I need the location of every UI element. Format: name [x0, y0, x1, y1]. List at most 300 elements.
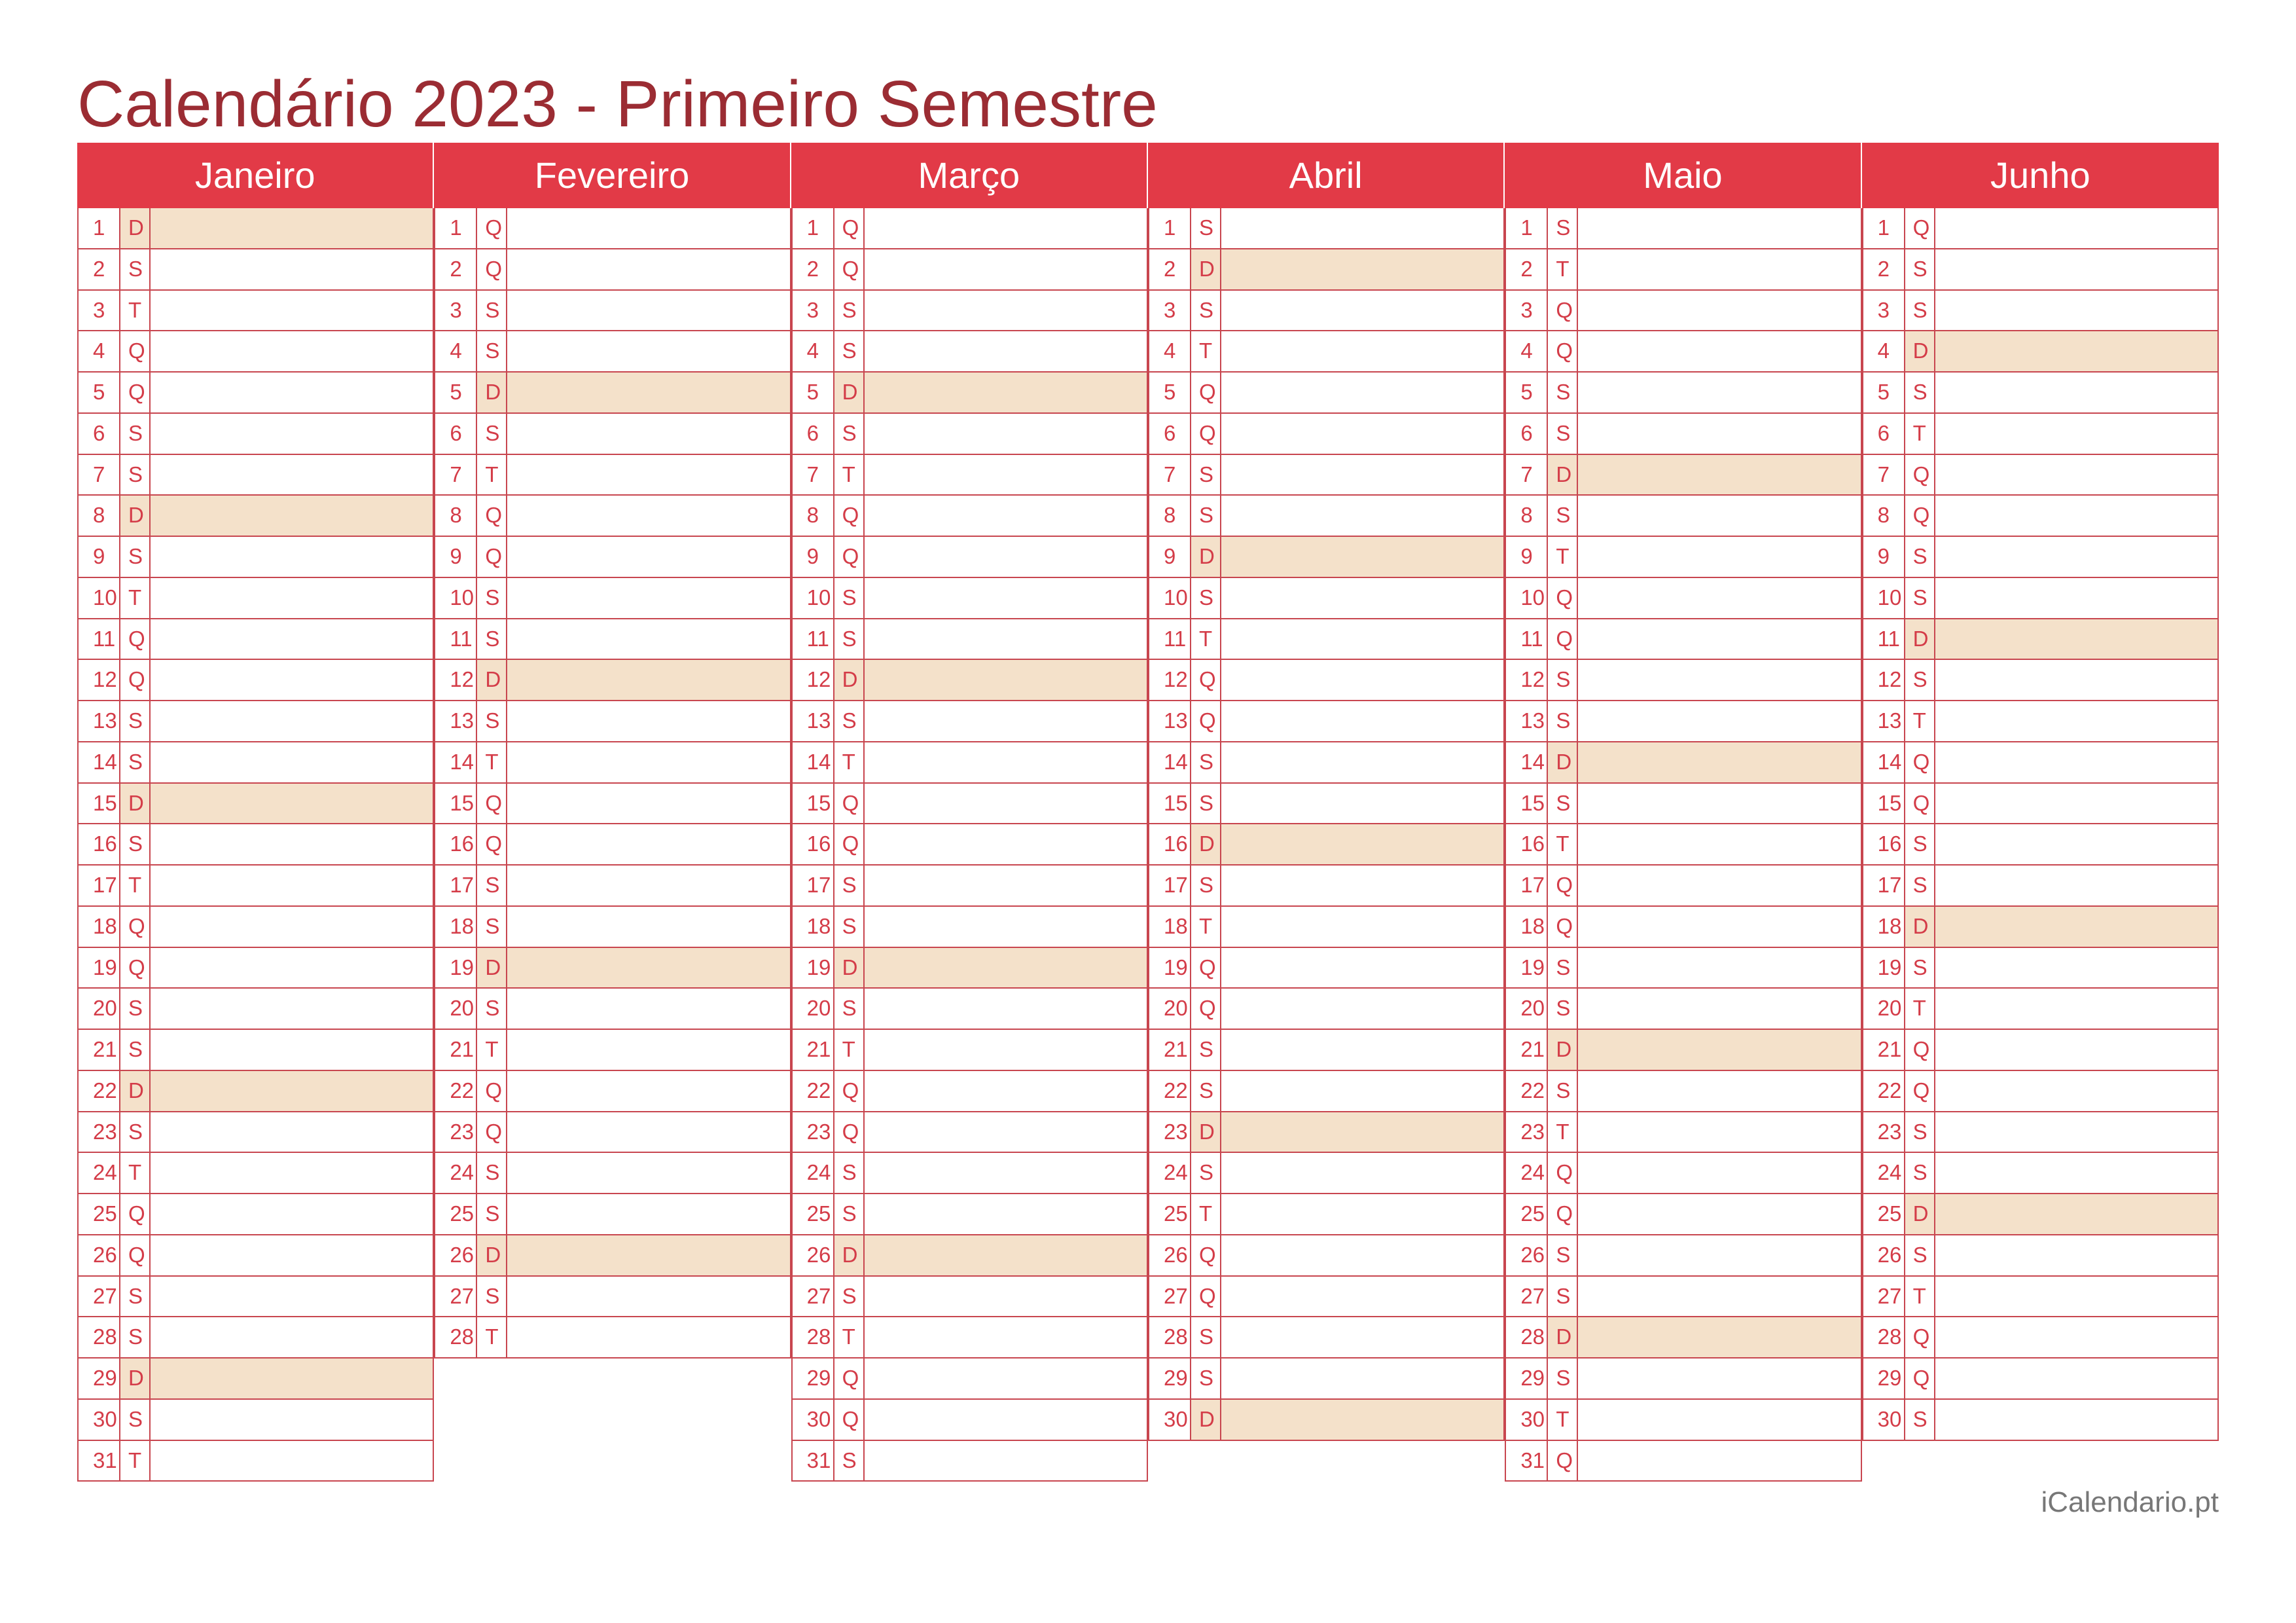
weekday-letter: Q: [120, 619, 151, 659]
note-cell: [1935, 331, 2217, 371]
note-cell: [151, 208, 433, 248]
note-cell: [865, 373, 1147, 412]
weekday-letter: T: [1548, 1112, 1578, 1152]
day-row: [79, 1194, 433, 1235]
day-row: [793, 1317, 1147, 1359]
note-cell: [151, 1153, 433, 1193]
day-row: [79, 373, 433, 414]
day-row: [793, 208, 1147, 249]
note-cell: [507, 1153, 789, 1193]
note-cell: [1578, 619, 1860, 659]
note-cell: [1221, 1277, 1503, 1317]
note-cell: [1935, 1359, 2217, 1398]
day-number: 7: [1149, 455, 1191, 495]
note-cell: [865, 291, 1147, 331]
day-row: [793, 989, 1147, 1030]
weekday-letter: T: [1905, 989, 1935, 1029]
note-cell: [1578, 907, 1860, 947]
day-number: 7: [793, 455, 834, 495]
day-number: 27: [435, 1277, 477, 1317]
weekday-letter: D: [1191, 824, 1221, 864]
weekday-letter: S: [120, 1317, 151, 1357]
day-number: 15: [1506, 784, 1548, 824]
note-cell: [1935, 208, 2217, 248]
month-header: Janeiro: [77, 143, 434, 208]
day-number: 9: [1506, 537, 1548, 577]
note-cell: [1578, 824, 1860, 864]
weekday-letter: Q: [1548, 907, 1578, 947]
weekday-letter: Q: [1548, 578, 1578, 618]
note-cell: [151, 373, 433, 412]
day-number: 14: [79, 742, 120, 782]
note-cell: [1578, 1194, 1860, 1234]
day-row: [1149, 496, 1503, 537]
day-number: 6: [435, 414, 477, 454]
day-row: [79, 537, 433, 578]
weekday-letter: S: [834, 414, 865, 454]
weekday-letter: T: [120, 578, 151, 618]
day-number: 10: [1863, 578, 1905, 618]
day-row: [1149, 742, 1503, 784]
day-number: 13: [435, 701, 477, 741]
month-column: [434, 143, 791, 1359]
weekday-letter: S: [1905, 660, 1935, 700]
weekday-letter: S: [120, 414, 151, 454]
day-row: [79, 331, 433, 373]
weekday-letter: Q: [1905, 455, 1935, 495]
weekday-letter: Q: [1191, 948, 1221, 988]
note-cell: [1578, 948, 1860, 988]
weekday-letter: D: [120, 208, 151, 248]
day-number: 19: [1863, 948, 1905, 988]
day-number: 19: [1506, 948, 1548, 988]
weekday-letter: D: [1905, 907, 1935, 947]
weekday-letter: Q: [120, 948, 151, 988]
weekday-letter: S: [1548, 1071, 1578, 1111]
day-number: 30: [793, 1400, 834, 1440]
day-row: [793, 866, 1147, 907]
note-cell: [507, 455, 789, 495]
weekday-letter: D: [1191, 249, 1221, 289]
note-cell: [1935, 701, 2217, 741]
weekday-letter: T: [1548, 249, 1578, 289]
day-number: 2: [1863, 249, 1905, 289]
weekday-letter: Q: [834, 824, 865, 864]
note-cell: [151, 331, 433, 371]
note-cell: [865, 784, 1147, 824]
note-cell: [1578, 1317, 1860, 1357]
weekday-letter: Q: [834, 1359, 865, 1398]
day-number: 18: [793, 907, 834, 947]
weekday-letter: D: [120, 784, 151, 824]
weekday-letter: Q: [1191, 414, 1221, 454]
note-cell: [507, 989, 789, 1029]
weekday-letter: Q: [1905, 742, 1935, 782]
note-cell: [865, 578, 1147, 618]
day-row: [1863, 948, 2217, 989]
day-row: [1863, 1317, 2217, 1359]
day-number: 6: [1863, 414, 1905, 454]
note-cell: [151, 701, 433, 741]
weekday-letter: S: [1905, 866, 1935, 905]
note-cell: [1221, 948, 1503, 988]
day-row: [1506, 537, 1860, 578]
note-cell: [507, 660, 789, 700]
weekday-letter: Q: [1191, 701, 1221, 741]
weekday-letter: S: [120, 1400, 151, 1440]
weekday-letter: T: [477, 455, 507, 495]
day-number: 30: [1863, 1400, 1905, 1440]
day-number: 25: [793, 1194, 834, 1234]
note-cell: [1578, 1235, 1860, 1275]
day-number: 17: [1506, 866, 1548, 905]
note-cell: [507, 496, 789, 536]
day-number: 21: [793, 1030, 834, 1070]
day-number: 20: [435, 989, 477, 1029]
day-number: 23: [79, 1112, 120, 1152]
note-cell: [151, 496, 433, 536]
day-row: [793, 1400, 1147, 1441]
note-cell: [1221, 1400, 1503, 1440]
day-row: [1506, 701, 1860, 742]
day-number: 3: [1863, 291, 1905, 331]
day-row: [1863, 619, 2217, 661]
day-row: [1149, 1153, 1503, 1194]
day-number: 26: [1863, 1235, 1905, 1275]
note-cell: [865, 1112, 1147, 1152]
weekday-letter: S: [1191, 1030, 1221, 1070]
weekday-letter: T: [120, 1153, 151, 1193]
weekday-letter: S: [1548, 1235, 1578, 1275]
day-number: 7: [79, 455, 120, 495]
day-number: 23: [435, 1112, 477, 1152]
note-cell: [151, 578, 433, 618]
day-number: 11: [435, 619, 477, 659]
note-cell: [507, 1071, 789, 1111]
day-row: [435, 824, 789, 866]
weekday-letter: S: [1905, 824, 1935, 864]
footer-credit[interactable]: iCalendario.pt: [2041, 1486, 2219, 1518]
weekday-letter: S: [834, 578, 865, 618]
day-row: [1149, 1235, 1503, 1277]
day-number: 11: [79, 619, 120, 659]
weekday-letter: S: [1191, 208, 1221, 248]
day-row: [793, 1194, 1147, 1235]
day-row: [1863, 537, 2217, 578]
weekday-letter: S: [1191, 866, 1221, 905]
day-number: 26: [1149, 1235, 1191, 1275]
weekday-letter: T: [1191, 619, 1221, 659]
day-number: 6: [793, 414, 834, 454]
day-number: 13: [1863, 701, 1905, 741]
day-row: [1506, 373, 1860, 414]
day-row: [1863, 331, 2217, 373]
weekday-letter: Q: [834, 1400, 865, 1440]
day-row: [793, 701, 1147, 742]
month-column: [791, 143, 1148, 1482]
weekday-letter: S: [1905, 948, 1935, 988]
day-number: 28: [1863, 1317, 1905, 1357]
weekday-letter: S: [477, 701, 507, 741]
note-cell: [1935, 1194, 2217, 1234]
day-row: [79, 291, 433, 332]
note-cell: [1221, 824, 1503, 864]
weekday-letter: Q: [1548, 291, 1578, 331]
day-number: 17: [1149, 866, 1191, 905]
day-number: 11: [1863, 619, 1905, 659]
month-header: Março: [791, 143, 1148, 208]
day-row: [793, 1277, 1147, 1318]
note-cell: [507, 1277, 789, 1317]
note-cell: [865, 866, 1147, 905]
weekday-letter: S: [834, 291, 865, 331]
weekday-letter: D: [1191, 1400, 1221, 1440]
day-row: [793, 784, 1147, 825]
day-row: [435, 208, 789, 249]
day-row: [1149, 619, 1503, 661]
day-number: 23: [1149, 1112, 1191, 1152]
note-cell: [865, 455, 1147, 495]
day-number: 13: [79, 701, 120, 741]
day-row: [79, 249, 433, 291]
day-number: 15: [79, 784, 120, 824]
day-row: [1149, 1112, 1503, 1154]
day-row: [1863, 824, 2217, 866]
note-cell: [1578, 1277, 1860, 1317]
day-row: [79, 701, 433, 742]
note-cell: [151, 1441, 433, 1481]
weekday-letter: Q: [834, 249, 865, 289]
day-number: 14: [1506, 742, 1548, 782]
note-cell: [1935, 907, 2217, 947]
weekday-letter: S: [1905, 1153, 1935, 1193]
day-number: 12: [793, 660, 834, 700]
weekday-letter: Q: [477, 784, 507, 824]
day-number: 20: [1149, 989, 1191, 1029]
day-row: [79, 1235, 433, 1277]
weekday-letter: Q: [834, 208, 865, 248]
day-row: [1863, 1400, 2217, 1441]
note-cell: [507, 1112, 789, 1152]
weekday-letter: S: [1191, 742, 1221, 782]
weekday-letter: S: [120, 537, 151, 577]
note-cell: [865, 1359, 1147, 1398]
weekday-letter: T: [834, 1317, 865, 1357]
day-number: 31: [793, 1441, 834, 1481]
day-number: 20: [79, 989, 120, 1029]
weekday-letter: D: [477, 948, 507, 988]
day-row: [1506, 331, 1860, 373]
note-cell: [1935, 1235, 2217, 1275]
day-number: 17: [793, 866, 834, 905]
day-row: [1149, 866, 1503, 907]
day-number: 17: [1863, 866, 1905, 905]
weekday-letter: T: [1191, 907, 1221, 947]
day-row: [793, 578, 1147, 619]
note-cell: [1578, 331, 1860, 371]
day-number: 2: [79, 249, 120, 289]
note-cell: [1578, 249, 1860, 289]
weekday-letter: D: [120, 1071, 151, 1111]
note-cell: [865, 1194, 1147, 1234]
note-cell: [151, 1194, 433, 1234]
day-row: [435, 537, 789, 578]
day-number: 4: [435, 331, 477, 371]
day-row: [1506, 742, 1860, 784]
day-row: [79, 948, 433, 989]
day-number: 1: [435, 208, 477, 248]
day-row: [79, 1153, 433, 1194]
day-number: 24: [435, 1153, 477, 1193]
day-number: 8: [1863, 496, 1905, 536]
day-number: 24: [1506, 1153, 1548, 1193]
weekday-letter: Q: [120, 1235, 151, 1275]
day-row: [793, 537, 1147, 578]
day-number: 18: [1149, 907, 1191, 947]
day-number: 9: [1863, 537, 1905, 577]
weekday-letter: S: [1905, 249, 1935, 289]
day-number: 30: [1149, 1400, 1191, 1440]
day-row: [79, 989, 433, 1030]
day-row: [1506, 1235, 1860, 1277]
weekday-letter: Q: [1191, 1277, 1221, 1317]
day-number: 19: [793, 948, 834, 988]
day-number: 6: [79, 414, 120, 454]
day-number: 8: [435, 496, 477, 536]
day-number: 16: [793, 824, 834, 864]
day-number: 20: [793, 989, 834, 1029]
day-row: [793, 331, 1147, 373]
weekday-letter: S: [1191, 1071, 1221, 1111]
day-number: 4: [1506, 331, 1548, 371]
day-number: 27: [1149, 1277, 1191, 1317]
day-number: 13: [793, 701, 834, 741]
note-cell: [151, 907, 433, 947]
weekday-letter: T: [477, 1317, 507, 1357]
day-row: [79, 866, 433, 907]
day-row: [793, 824, 1147, 866]
day-row: [79, 824, 433, 866]
month-header: Maio: [1505, 143, 1861, 208]
day-row: [79, 1317, 433, 1359]
note-cell: [507, 742, 789, 782]
weekday-letter: D: [120, 496, 151, 536]
day-number: 15: [793, 784, 834, 824]
note-cell: [1221, 866, 1503, 905]
weekday-letter: D: [1548, 742, 1578, 782]
day-row: [1863, 1112, 2217, 1154]
weekday-letter: T: [834, 742, 865, 782]
weekday-letter: Q: [1548, 331, 1578, 371]
weekday-letter: S: [1548, 414, 1578, 454]
weekday-letter: Q: [477, 1112, 507, 1152]
day-row: [435, 948, 789, 989]
day-row: [1506, 496, 1860, 537]
weekday-letter: Q: [834, 784, 865, 824]
note-cell: [1935, 1400, 2217, 1440]
day-row: [435, 1030, 789, 1071]
day-number: 26: [793, 1235, 834, 1275]
day-row: [435, 742, 789, 784]
weekday-letter: S: [1905, 291, 1935, 331]
day-number: 4: [793, 331, 834, 371]
note-cell: [1578, 208, 1860, 248]
day-number: 11: [1149, 619, 1191, 659]
day-row: [1149, 414, 1503, 455]
day-number: 5: [435, 373, 477, 412]
day-number: 6: [1149, 414, 1191, 454]
note-cell: [865, 742, 1147, 782]
note-cell: [507, 948, 789, 988]
day-row: [1863, 989, 2217, 1030]
note-cell: [151, 291, 433, 331]
weekday-letter: S: [477, 619, 507, 659]
note-cell: [1221, 660, 1503, 700]
weekday-letter: S: [120, 249, 151, 289]
weekday-letter: D: [834, 660, 865, 700]
note-cell: [1935, 291, 2217, 331]
weekday-letter: S: [834, 1441, 865, 1481]
weekday-letter: T: [834, 455, 865, 495]
day-row: [1149, 989, 1503, 1030]
day-row: [435, 291, 789, 332]
note-cell: [507, 701, 789, 741]
weekday-letter: D: [1548, 1030, 1578, 1070]
day-number: 14: [1863, 742, 1905, 782]
day-row: [1149, 907, 1503, 948]
day-row: [435, 578, 789, 619]
day-number: 30: [79, 1400, 120, 1440]
weekday-letter: Q: [1548, 866, 1578, 905]
day-number: 1: [793, 208, 834, 248]
day-list: [791, 208, 1148, 1482]
weekday-letter: S: [477, 1277, 507, 1317]
note-cell: [1935, 619, 2217, 659]
note-cell: [1935, 496, 2217, 536]
note-cell: [1578, 784, 1860, 824]
day-row: [1506, 1071, 1860, 1112]
weekday-letter: S: [1548, 989, 1578, 1029]
weekday-letter: T: [1548, 1400, 1578, 1440]
weekday-letter: Q: [1548, 1441, 1578, 1481]
note-cell: [507, 1317, 789, 1357]
weekday-letter: T: [120, 291, 151, 331]
note-cell: [865, 989, 1147, 1029]
day-number: 27: [1863, 1277, 1905, 1317]
day-number: 21: [1506, 1030, 1548, 1070]
note-cell: [507, 537, 789, 577]
day-row: [435, 1235, 789, 1277]
note-cell: [507, 578, 789, 618]
weekday-letter: D: [1191, 537, 1221, 577]
day-row: [79, 619, 433, 661]
day-number: 23: [793, 1112, 834, 1152]
day-number: 19: [1149, 948, 1191, 988]
note-cell: [1221, 373, 1503, 412]
day-row: [1863, 1153, 2217, 1194]
note-cell: [151, 1359, 433, 1398]
weekday-letter: Q: [120, 1194, 151, 1234]
day-row: [793, 414, 1147, 455]
day-number: 22: [793, 1071, 834, 1111]
day-row: [1863, 660, 2217, 701]
note-cell: [1578, 866, 1860, 905]
weekday-letter: S: [1191, 578, 1221, 618]
day-row: [435, 907, 789, 948]
weekday-letter: Q: [1905, 1359, 1935, 1398]
day-row: [1863, 1194, 2217, 1235]
day-row: [1506, 1317, 1860, 1359]
